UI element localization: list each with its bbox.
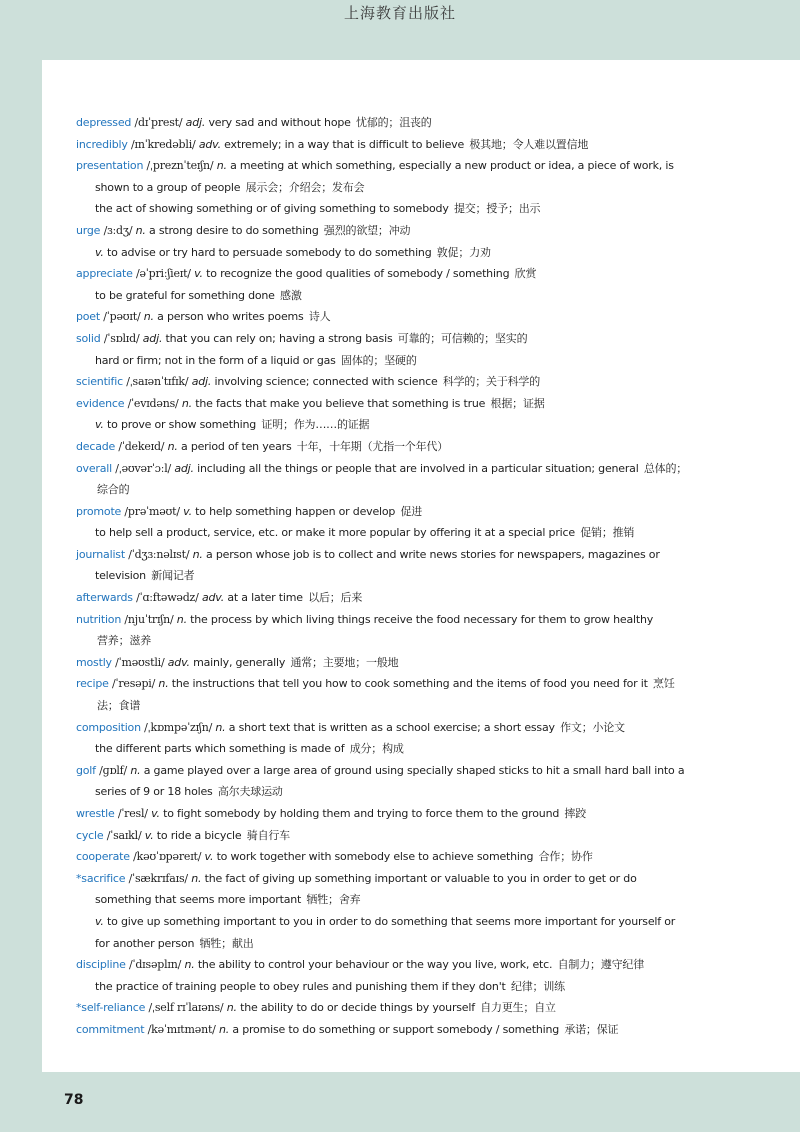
definition-line (76, 630, 716, 652)
chinese-translation: 提交；授予；出示 (453, 202, 541, 216)
definition-line (76, 609, 716, 631)
definition-line (76, 911, 716, 933)
headword: incredibly (76, 137, 128, 151)
definition-text: to help something happen or develop (195, 504, 396, 518)
vocab-entry (76, 544, 716, 587)
part-of-speech: n. (176, 612, 187, 626)
chinese-translation: 通常；主要地；一般地 (290, 655, 399, 669)
definition-line (76, 933, 716, 955)
chinese-translation: 感激 (280, 288, 302, 302)
definition-line (76, 134, 716, 156)
definition-text: a person whose job is to collect and write news stories for newspapers, magazines or (206, 547, 660, 561)
pronunciation: /kəˈmɪtmənt/ (147, 1022, 216, 1036)
chinese-translation: 综合的 (97, 483, 130, 497)
headword: *self-reliance (76, 1001, 146, 1015)
pronunciation: /ˈməʊstli/ (115, 655, 165, 669)
chinese-translation: 展示会；介绍会；发布会 (245, 180, 365, 194)
definition-line (76, 565, 716, 587)
definition-text: the instructions that tell you how to cook something and the items of food you need for it (171, 677, 648, 691)
vocab-entry (76, 1019, 716, 1041)
definition-text: mainly, generally (193, 655, 286, 669)
vocab-entry (76, 825, 716, 847)
definition-line (76, 544, 716, 566)
chinese-translation: 固体的；坚硬的 (341, 353, 417, 367)
vocab-entry (76, 458, 716, 501)
definition-text: a promise to do something or support somebody / something (232, 1022, 560, 1036)
vocab-entry (76, 371, 716, 393)
definition-text: involving science; connected with science (214, 375, 438, 389)
headword: solid (76, 331, 101, 345)
pronunciation: /ˈresəpi/ (112, 677, 156, 691)
definition-text: to recognize the good qualities of somebody / something (206, 267, 510, 281)
chinese-translation: 摔跤 (564, 807, 587, 820)
part-of-speech: adv. (201, 591, 225, 605)
part-of-speech: n. (226, 1001, 237, 1015)
definition-text: the fact of giving up something important or valuable to you in order to get or do (204, 871, 637, 885)
chinese-translation: 烹饪 (653, 677, 675, 691)
chinese-translation: 总体的； (643, 461, 688, 475)
headword: golf (76, 763, 96, 777)
definition-line (76, 112, 716, 134)
headword: afterwards (76, 591, 133, 605)
pronunciation: /ˈsɒlɪd/ (103, 331, 140, 345)
pronunciation: /ˌkɒmpəˈzɪʃn/ (144, 720, 213, 734)
definition-line (76, 328, 716, 350)
definition-line (76, 177, 716, 199)
vocab-entry (76, 997, 716, 1019)
vocabulary-page (42, 60, 800, 1072)
headword: cycle (76, 828, 104, 842)
vocab-entry (76, 306, 716, 328)
vocab-entry (76, 846, 716, 868)
chinese-translation: 承诺；保证 (564, 1022, 619, 1036)
definition-line (76, 673, 716, 695)
pronunciation: /dɪˈprest/ (134, 116, 183, 129)
part-of-speech: v. (144, 828, 154, 842)
definition-text: the ability to do or decide things by yourself (240, 1001, 475, 1015)
chinese-translation: 极其地；令人难以置信地 (469, 137, 589, 151)
headword: recipe (76, 677, 109, 691)
chinese-translation: 合作；协作 (538, 850, 593, 864)
headword: journalist (76, 547, 125, 561)
definition-line (76, 371, 716, 393)
part-of-speech: n. (192, 547, 203, 561)
pronunciation: /ˈresl/ (117, 807, 148, 820)
part-of-speech: v. (183, 504, 192, 518)
definition-line (76, 717, 716, 739)
definition-line (76, 458, 716, 480)
vocab-entry (76, 954, 716, 997)
vocab-entry (76, 220, 716, 263)
pronunciation: /ˌpreznˈteɪʃn/ (146, 159, 214, 173)
definition-line (76, 738, 716, 760)
headword: appreciate (76, 267, 133, 281)
definition-text: a strong desire to do something (149, 223, 319, 237)
definition-text: television (95, 569, 146, 583)
vocab-entry (76, 652, 716, 674)
chinese-translation: 忧郁的；沮丧的 (356, 116, 432, 129)
definition-text: a short text that is written as a school exercise; a short essay (228, 720, 555, 734)
definition-text: for another person (95, 936, 195, 950)
chinese-translation: 骑自行车 (246, 828, 290, 842)
vocab-entry (76, 717, 716, 760)
definition-text: to help sell a product, service, etc. or make it more popular by offering it at a special price (95, 526, 575, 540)
chinese-translation: 新闻记者 (151, 569, 195, 583)
definition-line (76, 825, 716, 847)
pronunciation: /ˈɑːftəwədz/ (136, 591, 199, 605)
definition-line (76, 803, 716, 825)
definition-line (76, 285, 716, 307)
vocab-entry (76, 263, 716, 306)
pronunciation: /ˈdʒɜːnəlɪst/ (128, 547, 190, 561)
definition-line (76, 414, 716, 436)
definition-text: the practice of training people to obey rules and punishing them if they don't (95, 979, 506, 993)
part-of-speech: n. (191, 871, 202, 885)
chinese-translation: 自制力；遵守纪律 (557, 958, 644, 972)
vocab-entry (76, 112, 716, 134)
definition-line (76, 220, 716, 242)
part-of-speech: n. (158, 677, 169, 691)
definition-text: to prove or show something (107, 418, 257, 432)
chinese-translation: 法；食谱 (97, 699, 141, 713)
definition-line (76, 306, 716, 328)
part-of-speech: adj. (191, 375, 212, 389)
chinese-translation: 促销；推销 (580, 526, 635, 540)
definition-text: at a later time (227, 591, 303, 605)
definition-text: the process by which living things receive the food necessary for them to grow healthy (190, 612, 654, 626)
pronunciation: /kəʊˈɒpəreɪt/ (133, 850, 202, 864)
headword: wrestle (76, 807, 115, 820)
definition-text: very sad and without hope (208, 116, 351, 129)
chinese-translation: 促进 (400, 504, 423, 518)
part-of-speech: n. (130, 763, 141, 777)
definition-line (76, 155, 716, 177)
definition-text: to work together with somebody else to achieve something (216, 850, 534, 864)
chinese-translation: 以后；后来 (308, 591, 363, 605)
chinese-translation: 高尔夫球运动 (217, 785, 283, 799)
part-of-speech: n. (143, 310, 154, 324)
chinese-translation: 作文；小论文 (560, 720, 625, 734)
vocab-entry (76, 609, 716, 652)
part-of-speech: adj. (185, 116, 206, 129)
vocab-entry (76, 587, 716, 609)
part-of-speech: n. (167, 439, 178, 453)
part-of-speech: v. (95, 914, 104, 928)
part-of-speech: adj. (174, 461, 194, 475)
vocab-entry (76, 393, 716, 436)
headword: commitment (76, 1022, 145, 1036)
headword: decade (76, 439, 116, 453)
vocab-entry (76, 803, 716, 825)
headword: evidence (76, 396, 125, 410)
definition-text: to be grateful for something done (95, 288, 275, 302)
pronunciation: /əˈpriːʃieɪt/ (135, 267, 191, 281)
chinese-translation: 强烈的欲望；冲动 (323, 223, 411, 237)
definition-text: the ability to control your behaviour or the way you live, work, etc. (197, 958, 553, 972)
pronunciation: /ˈpəʊɪt/ (103, 310, 141, 324)
definition-line (76, 954, 716, 976)
chinese-translation: 纪律；训练 (510, 979, 565, 993)
chinese-translation: 可靠的；可信赖的；坚实的 (397, 331, 528, 345)
headword: mostly (76, 655, 112, 669)
part-of-speech: v. (95, 245, 104, 259)
vocab-entry (76, 436, 716, 458)
definition-text: that you can rely on; having a strong basis (165, 331, 393, 345)
part-of-speech: n. (184, 958, 195, 972)
chinese-translation: 自力更生；自立 (480, 1001, 556, 1015)
definition-text: including all the things or people that are involved in a particular situation; general (197, 461, 639, 475)
headword: urge (76, 223, 101, 237)
pronunciation: /prəˈməʊt/ (124, 504, 180, 518)
definition-line (76, 868, 716, 890)
definition-line (76, 760, 716, 782)
chinese-translation: 根据；证据 (490, 396, 545, 410)
definition-line (76, 393, 716, 415)
headword: depressed (76, 116, 132, 129)
chinese-translation: 科学的；关于科学的 (442, 375, 541, 389)
definition-text: to fight somebody by holding them and trying to force them to the ground (163, 807, 560, 820)
pronunciation: /ˈsækrɪfaɪs/ (128, 871, 188, 885)
pronunciation: /ˈdɪsəplɪn/ (129, 958, 182, 972)
definition-text: the act of showing something or of giving something to somebody (95, 202, 449, 216)
headword: overall (76, 461, 112, 475)
definition-line (76, 587, 716, 609)
definition-line (76, 1019, 716, 1041)
definition-line (76, 781, 716, 803)
pronunciation: /ˌəʊvərˈɔːl/ (115, 461, 172, 475)
definition-text: shown to a group of people (95, 180, 241, 194)
definition-line (76, 198, 716, 220)
definition-line (76, 501, 716, 523)
headword: promote (76, 504, 122, 518)
definition-text: the facts that make you believe that something is true (195, 396, 486, 410)
vocabulary-list (76, 112, 716, 1041)
headword: composition (76, 720, 141, 734)
chinese-translation: 诗人 (308, 310, 331, 324)
definition-line (76, 479, 716, 501)
definition-line (76, 652, 716, 674)
definition-line (76, 976, 716, 998)
part-of-speech: n. (216, 159, 227, 173)
definition-text: a person who writes poems (157, 310, 304, 324)
definition-text: to advise or try hard to persuade somebody to do something (107, 245, 432, 259)
headword: nutrition (76, 612, 122, 626)
chinese-translation: 成分；构成 (349, 742, 404, 756)
pronunciation: /ˈdekeɪd/ (118, 439, 165, 453)
part-of-speech: v. (204, 850, 214, 864)
definition-text: a game played over a large area of ground using specially shaped sticks to hit a small hard ball into a (143, 763, 685, 777)
chinese-translation: 牺牲；舍弃 (306, 893, 361, 907)
publisher-header: 上海教育出版社 (343, 4, 456, 22)
part-of-speech: adv. (198, 137, 221, 151)
chinese-translation: 营养；滋养 (97, 634, 151, 648)
part-of-speech: adv. (167, 655, 190, 669)
pronunciation: /njuˈtrɪʃn/ (124, 612, 174, 626)
headword: *sacrifice (76, 871, 126, 885)
definition-line (76, 889, 716, 911)
definition-text: something that seems more important (95, 893, 302, 907)
part-of-speech: n. (218, 1022, 230, 1036)
part-of-speech: n. (181, 396, 192, 410)
headword: scientific (76, 375, 123, 389)
definition-text: series of 9 or 18 holes (95, 785, 213, 799)
definition-text: a meeting at which something, especially a new product or idea, a piece of work, is (230, 159, 674, 173)
definition-line (76, 997, 716, 1019)
pronunciation: /ˈsaɪkl/ (106, 828, 142, 842)
pronunciation: /ˌsaɪənˈtɪfɪk/ (126, 375, 189, 389)
vocab-entry (76, 134, 716, 156)
definition-text: hard or firm; not in the form of a liquid or gas (95, 353, 336, 367)
definition-line (76, 263, 716, 285)
vocab-entry (76, 501, 716, 544)
pronunciation: /ɡɒlf/ (99, 763, 128, 777)
definition-text: extremely; in a way that is difficult to believe (224, 137, 465, 151)
chinese-translation: 欣赏 (514, 267, 537, 281)
definition-line (76, 695, 716, 717)
chinese-translation: 十年，十年期（尤指一个年代） (296, 439, 448, 453)
definition-text: the different parts which something is made of (95, 742, 345, 756)
pronunciation: /ɪnˈkredəbli/ (131, 137, 196, 151)
pronunciation: /ɜːdʒ/ (103, 223, 133, 237)
chinese-translation: 敦促；力劝 (436, 245, 491, 259)
headword: poet (76, 310, 100, 324)
headword: discipline (76, 958, 126, 972)
part-of-speech: v. (194, 267, 203, 281)
definition-text: to ride a bicycle (156, 828, 242, 842)
definition-line (76, 522, 716, 544)
chinese-translation: 证明；作为……的证据 (261, 418, 370, 432)
vocab-entry (76, 673, 716, 716)
page-footer (0, 1072, 800, 1132)
part-of-speech: n. (215, 720, 226, 734)
vocab-entry (76, 760, 716, 803)
part-of-speech: n. (135, 223, 146, 237)
definition-text: a period of ten years (181, 439, 292, 453)
part-of-speech: v. (95, 418, 104, 432)
definition-line (76, 846, 716, 868)
definition-text: to give up something important to you in order to do something that seems more important for yourself or (107, 914, 676, 928)
pronunciation: /ˌself rɪˈlaɪəns/ (148, 1001, 224, 1015)
vocab-entry (76, 328, 716, 371)
vocab-entry (76, 868, 716, 954)
headword: presentation (76, 159, 144, 173)
definition-line (76, 436, 716, 458)
vocab-entry (76, 155, 716, 220)
part-of-speech: adj. (142, 331, 163, 345)
chinese-translation: 牺牲；献出 (199, 936, 254, 950)
part-of-speech: v. (151, 807, 160, 820)
page-number: 78 (64, 1092, 84, 1108)
pronunciation: /ˈevɪdəns/ (127, 396, 179, 410)
definition-line (76, 350, 716, 372)
definition-line (76, 242, 716, 264)
headword: cooperate (76, 850, 130, 864)
